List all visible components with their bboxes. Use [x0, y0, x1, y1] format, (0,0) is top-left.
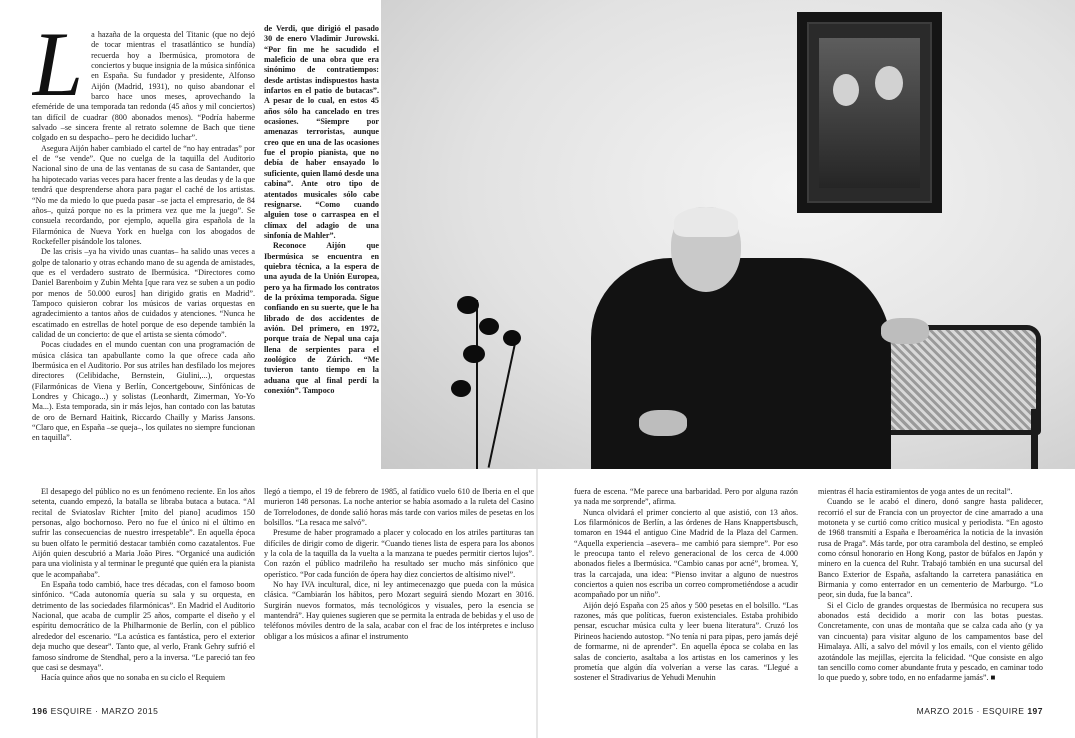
paragraph: Presume de haber programado a placer y colocado en los atriles partituras tan difíciles de dirigir como de digerir. “Cuando tienes lista de espera para los abonos y la cola de la taquilla da la vuelta a la manzana te puedes permitir ciertos lujos”. Con razón el público madrileño ha resultado ser mucho más sinfónico que operístico. “Por cada función de ópera hay diez conciertos de altísimo nivel”. [264, 528, 534, 579]
paragraph: Cuando se le acabó el dinero, donó sangre hasta palidecer, recorrió el sur de Francia con un proyector de cine amarrado a una motoneta y se curtió como crítico musical y periodista. “En agosto de 1968 transmití a España e Iberoamérica la noticia de la invasión rusa de Praga”. Más tarde, por otra carambola del destino, se empleó como cónsul honorario en Hong Kong, pastor de búfalos en Japón y minero en la cuenca del Ruhr. Trabajó también en una sucursal del Banco Exterior de España, asfaltando la carretera panasiática en Birmania y como enterrador en un cementerio de Marburgo. “Lo peor, sin duda, fue la banca”. [818, 497, 1043, 600]
paragraph: de Verdi, que dirigió el pasado 30 de enero Vladimir Jurowski. “Por fin me he sacudido el maleficio de una obra que era sinónimo de contratiempos: desde artistas indispuestos hasta infartos en el patio de butacas”. A pesar de lo cual, en estos 45 años sólo ha cancelado en tres ocasiones. “Siempre por amenazas terroristas, aunque creo que en una de las ocasiones fue el propio pianista, que no debía de haber ensayado lo suficiente, quien llamó desde una cabina”. Ante otro tipo de atentados musicales sólo cabe resignarse. “Como cuando alguien tose o carraspea en el clímax del adagio de una sinfonía de Mahler”. [264, 24, 379, 240]
paragraph: Hacía quince años que no sonaba en su ciclo el Requiem [41, 673, 226, 683]
paragraph: Asegura Aijón haber cambiado el cartel de “no hay entradas” por el de “se vende”. Que no cuelga de la taquilla del Auditorio Nacional sino de una de las ventanas de su casa de Santander, que ha hipotecado varias veces para hacer frente a las deudas y de la que tendrá que desprenderse ahora para pagar el caché de los artistas. “No me da miedo lo que pueda pasar –se jacta el empresario, de 84 años–, quizá porque no es la primera vez que me la juego”. Se consuela recordando, por ejemplo, aquella gira española de la Filarmónica de Nueva York en huelga con los abogados de Rockefeller pisándole los talones. [32, 143, 255, 246]
man-hand [881, 318, 929, 344]
orchid-stem [476, 300, 478, 469]
paragraph: Reconoce Aijón que Ibermúsica se encuentra en quiebra técnica, a la espera de una ayuda de la Unión Europea, pero ya ha firmado los contratos de la próxima temporada. Sigue confiando en su suerte, que le ha librado de dos accidentes de avión. Del primero, en 1972, porque traía de Nepal una caja llena de serpientes para el zoológico de Zúrich. “Me tuvieron tanto tiempo en la aduana que al final perdí la conexión”. Tampoco [264, 241, 379, 396]
paragraph: Nunca olvidará el primer concierto al que asistió, con 13 años. Los filarmónicos de Berlín, a las órdenes de Hans Knappertsbusch, tomaron en 1944 el antiguo Cine Madrid de la Plaza del Carmen. “Aquella experiencia –asevera– me cambió para siempre”. Por eso le preocupa tanto el relevo generacional de los cerca de 4.000 abonados fieles a Ibermúsica. “Cambio canas por acné”, bromea. Y, tras la carcajada, una idea: “Pienso invitar a alguno de nuestros conciertos a quien nos escriba un correo comprometiéndose a acudir acompañado por un niño”. [574, 507, 798, 600]
child-face [833, 74, 859, 106]
framed-picture [819, 38, 920, 188]
man-hand [639, 410, 687, 436]
paragraph: No hay IVA incultural, dice, ni ley antimecenazgo que pueda con la música clásica. “Cambiarán los hábitos, pero Mozart seguirá siendo Mozart en 3016. Surgirán nuevos formatos, más tecnológicos y visuales, pero la esencia se mantendrá”. Hay quienes sugieren que se permita la entrada de bebidas y el uso de teléfonos móviles dentro de la sala, acabar con el frac de los intérpretes e incluso obligar a los músicos a afinar el instrumento [264, 580, 534, 641]
right-column-a [574, 487, 798, 697]
man-hair [674, 207, 738, 237]
paragraph: El desapego del público no es un fenómeno reciente. En los años setenta, cuando empezó, la batalla se libraba butaca a butaca. “Al recital de Sviatoslav Richter [mito del piano] acudimos 150 personas, algo bochornoso. Pero no fue el único ni el último en sufrir las consecuencias de nuestro irrespetable”. En aquella época su buen olfato le permitió destacar también como cazatalentos. Fue Aijón quien descubrió a Maria João Pires. “Organicé una audición para una violinista y al terminar le pregunté que quién era la pianista que le acompañaba”. [32, 487, 255, 579]
folio-text: ESQUIRE · MARZO 2015 [50, 706, 159, 716]
orchid-flower [457, 296, 479, 314]
paragraph: mientras él hacía estiramientos de yoga antes de un recital”. [818, 487, 1013, 496]
adult-face [875, 66, 903, 100]
framed-photograph [797, 12, 942, 213]
drop-cap: L [32, 30, 84, 115]
page-folio-right [917, 706, 1043, 716]
frame-mat [807, 22, 932, 203]
man-sweater [591, 258, 891, 469]
paragraph: a hazaña de la orquesta del Titanic (que no dejó de tocar mientras el trasatlántico se hundía) recuerda hoy a Ibermúsica, promotora de conciertos y buque insignia de la música sinfónica en España. Su fundador y presidente, Alfonso Aijón (Madrid, 1931), no quiso abandonar el barco hace unos meses, aprovechando la efeméride de una temporada tan redonda (45 años y mil conciertos) tan difícil de cuadrar (800 abonados menos). “Podría haberme salvado –se sincera frente al retrato solemne de Bach que tiene colgado en su despacho– pero he decidido luchar”. [32, 30, 255, 143]
paragraph: Si el Ciclo de grandes orquestas de Ibermúsica no recupera sus abonados está decidido a morir con las botas puestas. Concretamente, con unas de montaña que se calza cada año (y ya van cincuenta) para visitar alguno de los campamentos base del Himalaya. Allí, a salvo del móvil y los emails, con el viento gélido azotándole las mejillas, ejercita la felicidad. “Que consiste en algo tan sencillo como comer abundante fruta y pescado, en caminar todo lo que puedo y, sobre todo, en no enfadarme jamás”. ■ [818, 600, 1043, 683]
bench-leg [1031, 409, 1038, 469]
left-bottom-column-b [264, 487, 534, 697]
left-bottom-column-a [32, 487, 255, 697]
paragraph: En España todo cambió, hace tres décadas, con el famoso boom sinfónico. “Cada autonomía quería su sala y su orquesta, en detrimento de las sociedades filarmónicas”. En Madrid el Auditorio Nacional, que acaba de cumplir 25 años, comparte el diseño y el espíritu democrático de la Philharmonie de Berlín, con el público alrededor del escenario. “La acústica es fantástica, pero el exterior deja mucho que desear”. Tanto que, al verlo, Frank Gehry sufrió el famoso síndrome de Stendhal, pero a la inversa. “Le pareció tan feo que casi se desmaya”. [32, 580, 255, 672]
left-column-b [264, 24, 379, 479]
page-number: 196 [32, 706, 48, 716]
paragraph: Pocas ciudades en el mundo cuentan con una programación de música clásica tan apabullante como la que ofrece cada año Ibermúsica en el Auditorio. Por sus atriles han desfilado los mejores directores (Celibidache, Bernstein, Giulini,...), orquestas (Filarmónicas de Viena y Berlín, Concertgebouw, Sinfónicas de Londres y Chicago...) y solistas (Leonhardt, Zimerman, Yo-Yo Ma...). Esta temporada, sin ir más lejos, han contado con las batutas de oro de Bernard Haitink, Riccardo Chailly y Mariss Jansons. “Claro que, en España –se queja–, los quilates no siempre funcionan en taquilla”. [32, 340, 255, 443]
orchid-flower [463, 345, 485, 363]
orchid-flower [479, 318, 499, 335]
left-column-a [32, 30, 255, 485]
page-folio-left [32, 706, 158, 716]
paragraph: llegó a tiempo, el 19 de febrero de 1985, al fatídico vuelo 610 de Iberia en el que murieron 148 personas. La noche anterior se había asomado a la ruleta del Casino de Torrelodones, de donde salió horas más tarde con varios miles de pesetas en los bolsillos. “La resaca me salvó”. [264, 487, 534, 528]
orchid-flower [451, 380, 471, 397]
paragraph: fuera de escena. “Me parece una barbaridad. Pero por alguna razón ya nada me sorprende”, afirma. [574, 487, 798, 507]
page-number: 197 [1027, 706, 1043, 716]
portrait-photo [381, 0, 1075, 469]
paragraph: De las crisis –ya ha vivido unas cuantas– ha salido unas veces a golpe de talonario y otras echando mano de su agenda de amistades, que es el verdadero sustrato de Ibermúsica. “Directores como Daniel Barenboim y Zubin Mehta [que rara vez se suben a un podio por menos de 50.000 euros] han dirigido gratis en Madrid”. Tampoco quisieron cobrar los músicos de varias orquestas en agradecimiento a tantos años de cuidados y atenciones. “Nunca he escatimado en estrellas de hotel porque de eso depende también la calidad de un concierto: de que el artista se sienta cómodo”. [32, 247, 255, 339]
paragraph: Aijón dejó España con 25 años y 500 pesetas en el bolsillo. “Las razones, más que políticas, fueron existenciales. Estaba prohibido pensar, escuchar música culta y leer buena literatura”. Cruzó los Pirineos haciendo autostop. “No tenía ni para pipas, pero jamás dejé de formarme, ni de aprender”. En aquella época se colaba en las salas de concierto, asaltaba a los artistas en los camerinos y les prometía que algún día volverían a verse las caras. “Llegué a sostener el Stradivarius de Yehudi Menuhin [574, 600, 798, 683]
orchid-flower [503, 330, 521, 346]
folio-text: MARZO 2015 · ESQUIRE [916, 706, 1025, 716]
right-column-b [818, 487, 1043, 697]
